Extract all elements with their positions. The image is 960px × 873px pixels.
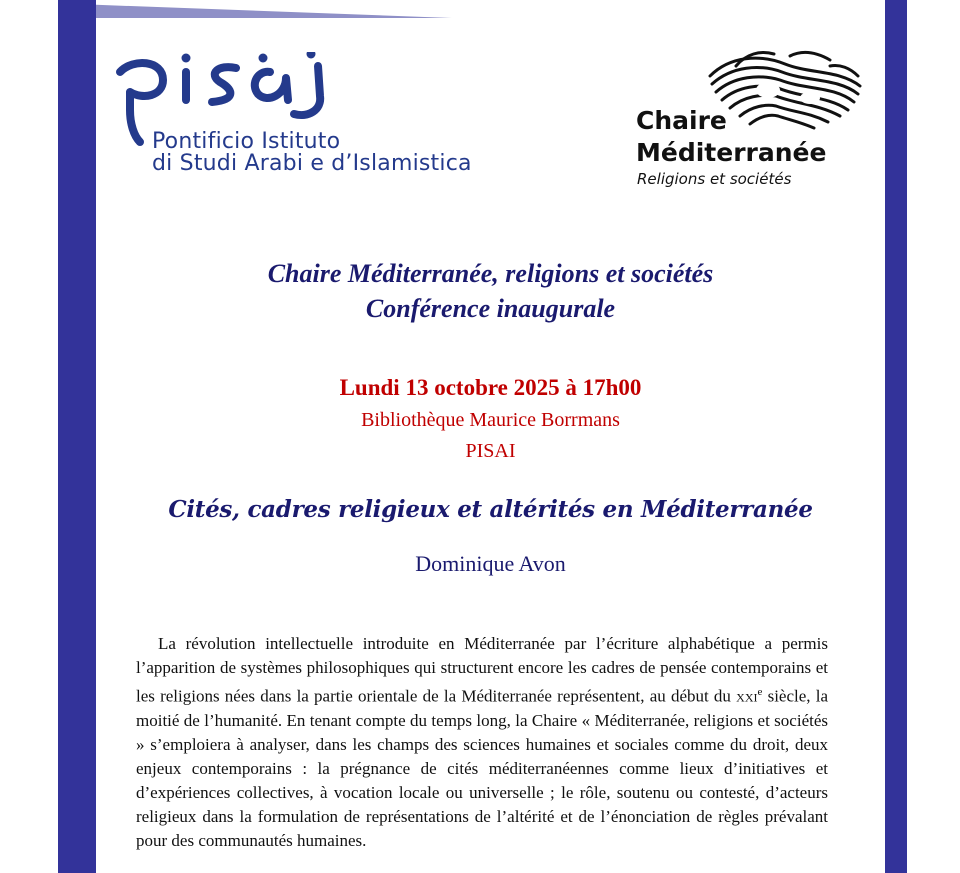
right-border-band — [885, 0, 907, 873]
abstract-part1: La révolution intellectuelle introduite en Méditerranée par l’écriture alphabétique a permis l’apparition de systèmes philosophiques qui structurent encore les cadres de pensée contemporains et les religions nées dans la partie orientale de la Méditerranée représentent, au début du — [136, 634, 828, 706]
left-border-band — [58, 0, 96, 873]
chaire-logo-line1: Chaire — [636, 106, 727, 135]
lecture-speaker: Dominique Avon — [415, 551, 566, 576]
century-suffix: e — [757, 686, 763, 698]
abstract-paragraph — [136, 632, 828, 853]
page-title: Chaire Méditerranée, religions et sociétés — [267, 259, 714, 288]
pisai-name-line1: Pontificio Istituto — [152, 129, 341, 154]
event-institution: PISAI — [465, 440, 516, 462]
page-subtitle: Conférence inaugurale — [365, 294, 616, 323]
century-numeral: xxi — [736, 686, 758, 706]
abstract-part2: siècle, la moitié de l’humanité. En tenant compte du temps long, la Chaire « Méditerranée, religions et sociétés » s’emploiera à analyser, dans les champs des sciences humaines et sociales comme du droit, deux enjeux contemporains : la prégnance de cités méditerranéennes comme lieux d’initiatives et d’expériences collectives, à vocation locale ou universelle ; le rôle, soutenu ou contesté, d’acteurs religieux dans la formulation de représentations de l’altérité et de l’énonciation de règles prévalant pour des communautés humaines. — [136, 686, 829, 850]
event-venue: Bibliothèque Maurice Borrmans — [361, 409, 620, 431]
event-date: Lundi 13 octobre 2025 à 17h00 — [339, 375, 642, 400]
chaire-logo-line2: Méditerranée — [636, 138, 827, 167]
lecture-title: Cités, cadres religieux et altérités en Méditerranée — [168, 496, 813, 523]
pisai-name-line2: di Studi Arabi e d’Islamistica — [152, 151, 472, 176]
chaire-logo-subtitle: Religions et sociétés — [637, 170, 792, 188]
